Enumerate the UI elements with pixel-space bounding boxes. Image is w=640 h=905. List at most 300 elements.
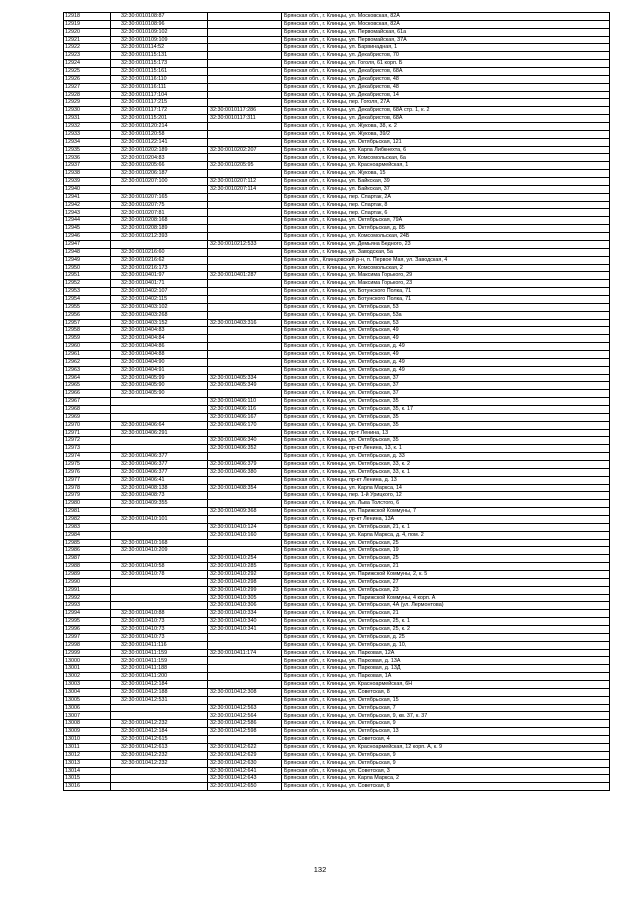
linked-cadastral-number-cell: 32:30:0010406:116 (208, 405, 282, 413)
cadastral-number-cell: 32:30:0010205:66 (111, 162, 208, 170)
cadastral-number-cell (111, 578, 208, 586)
table-row (64, 130, 610, 138)
table-row (64, 602, 610, 610)
row-number-cell: 13010 (64, 736, 111, 744)
cadastral-number-cell (111, 437, 208, 445)
linked-cadastral-number-cell: 32:30:0010117:286 (208, 107, 282, 115)
row-number-cell: 12962 (64, 358, 111, 366)
table-row (64, 343, 610, 351)
address-cell: Брянская обл., г. Клинцы, ул. Комсомольская, 2 (282, 264, 610, 272)
address-cell: Брянская обл., г. Клинцы, ул. Ботунского Полка, 71 (282, 288, 610, 296)
table-row (64, 303, 610, 311)
address-cell: Брянская обл., г. Клинцы, ул. Октябрьская, 21 (282, 610, 610, 618)
row-number-cell: 12968 (64, 405, 111, 413)
linked-cadastral-number-cell: 32:30:0010405:334 (208, 374, 282, 382)
linked-cadastral-number-cell (208, 366, 282, 374)
linked-cadastral-number-cell: 32:30:0010406:380 (208, 468, 282, 476)
table-row (64, 500, 610, 508)
table-row (64, 256, 610, 264)
table-row (64, 350, 610, 358)
table-row (64, 578, 610, 586)
table-row (64, 571, 610, 579)
address-cell: Брянская обл., г. Клинцы, ул. Октябрьская, 37 (282, 390, 610, 398)
row-number-cell: 12982 (64, 516, 111, 524)
cadastral-number-cell: 32:30:0010206:187 (111, 170, 208, 178)
row-number-cell: 12970 (64, 421, 111, 429)
linked-cadastral-number-cell: 32:30:0010406:340 (208, 437, 282, 445)
cadastral-number-cell: 32:30:0010412:184 (111, 681, 208, 689)
address-cell: Брянская обл., г. Клинцы, ул. Демьяна Бедного, 23 (282, 240, 610, 248)
row-number-cell: 12967 (64, 398, 111, 406)
row-number-cell: 13015 (64, 775, 111, 783)
address-cell: Брянская обл., г. Клинцы, ул. Октябрьская, 49 (282, 327, 610, 335)
linked-cadastral-number-cell (208, 60, 282, 68)
row-number-cell: 12987 (64, 555, 111, 563)
cadastral-number-cell: 32:30:0010402:107 (111, 288, 208, 296)
cadastral-number-cell: 32:30:0010410:73 (111, 626, 208, 634)
table-row (64, 626, 610, 634)
address-cell: Брянская обл., г. Клинцы, ул. Октябрьская, 35 (282, 421, 610, 429)
table-row (64, 28, 610, 36)
cadastral-number-cell (111, 712, 208, 720)
address-cell: Брянская обл., г. Клинцы, ул. Парковая, 1А (282, 673, 610, 681)
row-number-cell: 12929 (64, 99, 111, 107)
linked-cadastral-number-cell: 32:30:0010410:341 (208, 626, 282, 634)
linked-cadastral-number-cell (208, 36, 282, 44)
table-row (64, 327, 610, 335)
address-cell: Брянская обл., г. Клинцы, ул. Октябрьская, 35 (282, 398, 610, 406)
cadastral-number-cell: 32:30:0010216:173 (111, 264, 208, 272)
linked-cadastral-number-cell (208, 154, 282, 162)
linked-cadastral-number-cell (208, 681, 282, 689)
address-cell: Брянская обл., г. Клинцы, ул. Красноармейская, 1 (282, 162, 610, 170)
address-cell: Брянская обл., г. Клинцы, ул. Октябрьская, 25 (282, 539, 610, 547)
table-row (64, 484, 610, 492)
address-cell: Брянская обл., г. Клинцы, ул. Барвинадная, 1 (282, 44, 610, 52)
row-number-cell: 12955 (64, 303, 111, 311)
table-row (64, 193, 610, 201)
address-cell: Брянская обл., г. Клинцы, ул. Октябрьская, 53 (282, 319, 610, 327)
cadastral-number-cell: 32:30:0010405:99 (111, 374, 208, 382)
address-cell: Брянская обл., г. Клинцы, ул. Октябрьская, 15 (282, 696, 610, 704)
linked-cadastral-number-cell (208, 641, 282, 649)
row-number-cell: 12983 (64, 523, 111, 531)
row-number-cell: 12927 (64, 83, 111, 91)
address-cell: Брянская обл., г. Клинцы, ул. Октябрьская, 121 (282, 138, 610, 146)
table-row (64, 185, 610, 193)
table-row (64, 36, 610, 44)
address-cell: Брянская обл., г. Клинцы, пр-т Ленина, 13 (282, 429, 610, 437)
cadastral-number-cell: 32:30:0010410:209 (111, 547, 208, 555)
table-row (64, 272, 610, 280)
cadastral-number-cell: 32:30:0010207:81 (111, 209, 208, 217)
row-number-cell: 12965 (64, 382, 111, 390)
row-number-cell: 13000 (64, 657, 111, 665)
cadastral-number-cell: 32:30:0010411:200 (111, 673, 208, 681)
row-number-cell: 12934 (64, 138, 111, 146)
row-number-cell: 13007 (64, 712, 111, 720)
table-row (64, 60, 610, 68)
address-cell: Брянская обл., г. Клинцы, ул. Байкская, 39 (282, 178, 610, 186)
address-cell: Брянская обл., г. Клинцы, ул. Жукова, 39/2 (282, 130, 610, 138)
linked-cadastral-number-cell (208, 633, 282, 641)
linked-cadastral-number-cell: 32:30:0010207:114 (208, 185, 282, 193)
row-number-cell: 12956 (64, 311, 111, 319)
cadastral-number-cell: 32:30:0010207:100 (111, 178, 208, 186)
table-row (64, 91, 610, 99)
table-row (64, 52, 610, 60)
table-row (64, 429, 610, 437)
cadastral-number-cell: 32:30:0010115:173 (111, 60, 208, 68)
cadastral-number-cell: 32:30:0010108:87 (111, 13, 208, 21)
linked-cadastral-number-cell: 32:30:0010412:598 (208, 728, 282, 736)
table-row (64, 751, 610, 759)
row-number-cell: 12951 (64, 272, 111, 280)
address-cell: Брянская обл., г. Клинцы, ул. Октябрьская, 33, к. 2 (282, 460, 610, 468)
cadastral-number-cell: 32:30:0010207:75 (111, 201, 208, 209)
linked-cadastral-number-cell (208, 13, 282, 21)
linked-cadastral-number-cell (208, 476, 282, 484)
address-cell: Брянская обл., г. Клинцы, ул. Жукова, 15 (282, 170, 610, 178)
cadastral-number-cell: 32:30:0010412:232 (111, 720, 208, 728)
linked-cadastral-number-cell (208, 28, 282, 36)
row-number-cell: 12939 (64, 178, 111, 186)
row-number-cell: 12945 (64, 225, 111, 233)
address-cell: Брянская обл., г. Клинцы, ул. Максима Горького, 29 (282, 272, 610, 280)
address-cell: Брянская обл., г. Клинцы, ул. Советская, 8 (282, 688, 610, 696)
linked-cadastral-number-cell: 32:30:0010411:174 (208, 649, 282, 657)
linked-cadastral-number-cell (208, 288, 282, 296)
linked-cadastral-number-cell (208, 68, 282, 76)
address-cell: Брянская обл., г. Клинцы, ул. Максима Горького, 23 (282, 280, 610, 288)
address-cell: Брянская обл., г. Клинцы, ул. Октябрьская, 27 (282, 578, 610, 586)
table-row (64, 170, 610, 178)
table-row (64, 649, 610, 657)
linked-cadastral-number-cell: 32:30:0010410:340 (208, 618, 282, 626)
row-number-cell: 13009 (64, 728, 111, 736)
address-cell: Брянская обл., г. Клинцы, ул. Парковая, д. 13Д (282, 665, 610, 673)
cadastral-number-cell: 32:30:0010216:60 (111, 248, 208, 256)
cadastral-number-cell (111, 398, 208, 406)
cadastral-number-cell: 32:30:0010402:115 (111, 295, 208, 303)
address-cell: Брянская обл., г. Клинцы, ул. Октябрьская, д. 10, (282, 641, 610, 649)
linked-cadastral-number-cell: 32:30:0010412:643 (208, 775, 282, 783)
linked-cadastral-number-cell: 32:30:0010406:379 (208, 460, 282, 468)
table-row (64, 445, 610, 453)
table-row (64, 99, 610, 107)
row-number-cell: 12995 (64, 618, 111, 626)
cadastral-number-cell: 32:30:0010412:184 (111, 728, 208, 736)
linked-cadastral-number-cell (208, 673, 282, 681)
table-row (64, 288, 610, 296)
linked-cadastral-number-cell: 32:30:0010205:95 (208, 162, 282, 170)
linked-cadastral-number-cell (208, 390, 282, 398)
linked-cadastral-number-cell: 32:30:0010207:112 (208, 178, 282, 186)
cadastral-number-cell (111, 523, 208, 531)
cadastral-number-cell: 32:30:0010108:96 (111, 20, 208, 28)
table-row (64, 476, 610, 484)
row-number-cell: 12974 (64, 453, 111, 461)
row-number-cell: 12950 (64, 264, 111, 272)
cadastral-number-cell: 32:30:0010115:131 (111, 52, 208, 60)
address-cell: Брянская обл., г. Клинцы, ул. Октябрьская, 25, к. 1 (282, 618, 610, 626)
cadastral-number-cell: 32:30:0010120:214 (111, 123, 208, 131)
row-number-cell: 12931 (64, 115, 111, 123)
row-number-cell: 12988 (64, 563, 111, 571)
row-number-cell: 13006 (64, 704, 111, 712)
cadastral-number-cell: 32:30:0010117:104 (111, 91, 208, 99)
address-cell: Брянская обл., г. Клинцы, ул. Декабристов, 68А (282, 68, 610, 76)
table-row (64, 280, 610, 288)
linked-cadastral-number-cell (208, 44, 282, 52)
cadastral-number-cell: 32:30:0010404:90 (111, 358, 208, 366)
table-row (64, 759, 610, 767)
address-cell: Брянская обл., г. Клинцы, ул. Декабристов, 14 (282, 91, 610, 99)
linked-cadastral-number-cell: 32:30:0010403:316 (208, 319, 282, 327)
address-cell: Брянская обл., г. Клинцы, ул. Октябрьская, 35 (282, 413, 610, 421)
linked-cadastral-number-cell: 32:30:0010410:305 (208, 594, 282, 602)
row-number-cell: 12964 (64, 374, 111, 382)
address-cell: Брянская обл., г. Клинцы, пер. 1-й Урицкого, 12 (282, 492, 610, 500)
cadastral-number-cell: 32:30:0010410:73 (111, 633, 208, 641)
address-cell: Брянская обл., г. Клинцы, ул. Карла Маркса, 2 (282, 775, 610, 783)
table-row (64, 382, 610, 390)
table-row (64, 217, 610, 225)
table-row (64, 421, 610, 429)
linked-cadastral-number-cell (208, 248, 282, 256)
table-row (64, 633, 610, 641)
row-number-cell: 13001 (64, 665, 111, 673)
cadastral-number-cell (111, 594, 208, 602)
address-cell: Брянская обл., г. Клинцы, ул. Байкская, 37 (282, 185, 610, 193)
linked-cadastral-number-cell (208, 547, 282, 555)
linked-cadastral-number-cell (208, 280, 282, 288)
linked-cadastral-number-cell: 32:30:0010212:533 (208, 240, 282, 248)
row-number-cell: 12954 (64, 295, 111, 303)
table-row (64, 743, 610, 751)
address-cell: Брянская обл., г. Клинцы, ул. Октябрьская, 37 (282, 374, 610, 382)
address-cell: Брянская обл., г. Клинцы, пр-кт Ленина, 13А (282, 516, 610, 524)
linked-cadastral-number-cell (208, 327, 282, 335)
cadastral-number-cell (111, 704, 208, 712)
row-number-cell: 12930 (64, 107, 111, 115)
registry-sheet (63, 12, 610, 791)
cadastral-number-cell: 32:30:0010208:168 (111, 217, 208, 225)
address-cell: Брянская обл., г. Клинцы, ул. Комсомольская, 24Б (282, 233, 610, 241)
address-cell: Брянская обл., г. Клинцы, ул. Октябрьская, 25, к. 2 (282, 626, 610, 634)
cadastral-number-cell (111, 240, 208, 248)
row-number-cell: 12926 (64, 75, 111, 83)
row-number-cell: 12986 (64, 547, 111, 555)
address-cell: Брянская обл., г. Клинцы, ул. Октябрьская, 53 (282, 303, 610, 311)
table-row (64, 115, 610, 123)
cadastral-number-cell: 32:30:0010412:531 (111, 696, 208, 704)
address-cell: Брянская обл., г. Клинцы, ул. Октябрьская, 7 (282, 704, 610, 712)
linked-cadastral-number-cell (208, 358, 282, 366)
address-cell: Брянская обл., г. Клинцы, ул. Советская, 3 (282, 767, 610, 775)
linked-cadastral-number-cell: 32:30:0010412:563 (208, 704, 282, 712)
row-number-cell: 13012 (64, 751, 111, 759)
address-cell: Брянская обл., г. Клинцы, ул. Декабристов, 68А (282, 115, 610, 123)
row-number-cell: 12997 (64, 633, 111, 641)
linked-cadastral-number-cell: 32:30:0010401:287 (208, 272, 282, 280)
table-row (64, 405, 610, 413)
registry-rows (64, 13, 610, 791)
address-cell: Брянская обл., г. Клинцы, ул. Парковая, д. 13А (282, 657, 610, 665)
table-row (64, 555, 610, 563)
table-row (64, 75, 610, 83)
address-cell: Брянская обл., г. Клинцы, ул. Октябрьская, 9 (282, 720, 610, 728)
cadastral-number-cell: 32:30:0010406:291 (111, 429, 208, 437)
cadastral-number-cell: 32:30:0010117:172 (111, 107, 208, 115)
row-number-cell: 12979 (64, 492, 111, 500)
row-number-cell: 12928 (64, 91, 111, 99)
address-cell: Брянская обл., г. Клинцы, ул. Московская, 82А (282, 13, 610, 21)
table-row (64, 13, 610, 21)
row-number-cell: 12984 (64, 531, 111, 539)
linked-cadastral-number-cell: 32:30:0010406:170 (208, 421, 282, 429)
address-cell: Брянская обл., г. Клинцы, ул. Октябрьская, 21, к. 1 (282, 523, 610, 531)
row-number-cell: 12991 (64, 586, 111, 594)
row-number-cell: 12957 (64, 319, 111, 327)
table-row (64, 398, 610, 406)
linked-cadastral-number-cell: 32:30:0010117:311 (208, 115, 282, 123)
cadastral-number-cell: 32:30:0010411:159 (111, 657, 208, 665)
row-number-cell: 13013 (64, 759, 111, 767)
cadastral-number-cell: 32:30:0010406:377 (111, 453, 208, 461)
cadastral-number-cell (111, 783, 208, 791)
cadastral-number-cell (111, 531, 208, 539)
table-row (64, 413, 610, 421)
row-number-cell: 12923 (64, 52, 111, 60)
row-number-cell: 12920 (64, 28, 111, 36)
linked-cadastral-number-cell: 32:30:0010412:650 (208, 783, 282, 791)
address-cell: Брянская обл., г. Клинцы, ул. Комсомольская, 6а (282, 154, 610, 162)
address-cell: Брянская обл., Клинцовский р-н, п. Первое Мая, ул. Заводская, 4 (282, 256, 610, 264)
address-cell: Брянская обл., г. Клинцы, ул. Карла Маркса, 14 (282, 484, 610, 492)
row-number-cell: 12973 (64, 445, 111, 453)
row-number-cell: 12978 (64, 484, 111, 492)
cadastral-number-cell: 32:30:0010114:52 (111, 44, 208, 52)
linked-cadastral-number-cell: 32:30:0010410:334 (208, 610, 282, 618)
row-number-cell: 13011 (64, 743, 111, 751)
cadastral-number-cell: 32:30:0010410:88 (111, 610, 208, 618)
linked-cadastral-number-cell (208, 52, 282, 60)
table-row (64, 437, 610, 445)
table-row (64, 783, 610, 791)
cadastral-number-cell: 32:30:0010412:613 (111, 743, 208, 751)
row-number-cell: 13002 (64, 673, 111, 681)
linked-cadastral-number-cell (208, 665, 282, 673)
linked-cadastral-number-cell (208, 453, 282, 461)
address-cell: Брянская обл., г. Клинцы, ул. Парижской Коммуны, 7 (282, 508, 610, 516)
row-number-cell: 12961 (64, 350, 111, 358)
cadastral-number-cell: 32:30:0010115:161 (111, 68, 208, 76)
address-cell: Брянская обл., г. Клинцы, ул. Московская, 82А (282, 20, 610, 28)
row-number-cell: 12972 (64, 437, 111, 445)
address-cell: Брянская обл., г. Клинцы, ул. Октябрьская, д. 85 (282, 225, 610, 233)
cadastral-number-cell: 32:30:0010120:58 (111, 130, 208, 138)
cadastral-number-cell: 32:30:0010405:90 (111, 390, 208, 398)
linked-cadastral-number-cell (208, 264, 282, 272)
cadastral-number-cell (111, 555, 208, 563)
linked-cadastral-number-cell: 32:30:0010409:368 (208, 508, 282, 516)
cadastral-number-cell: 32:30:0010408:73 (111, 492, 208, 500)
address-cell: Брянская обл., г. Клинцы, ул. Декабристов, 48 (282, 83, 610, 91)
row-number-cell: 12943 (64, 209, 111, 217)
address-cell: Брянская обл., г. Клинцы, ул. Советская, 4 (282, 736, 610, 744)
linked-cadastral-number-cell (208, 138, 282, 146)
cadastral-number-cell: 32:30:0010410:58 (111, 563, 208, 571)
linked-cadastral-number-cell: 32:30:0010406:167 (208, 413, 282, 421)
row-number-cell: 12936 (64, 154, 111, 162)
table-row (64, 201, 610, 209)
cadastral-number-cell: 32:30:0010411:159 (111, 649, 208, 657)
address-cell: Брянская обл., г. Клинцы, ул. Жукова, 38, к. 2 (282, 123, 610, 131)
row-number-cell: 13004 (64, 688, 111, 696)
cadastral-number-cell: 32:30:0010117:215 (111, 99, 208, 107)
linked-cadastral-number-cell: 32:30:0010410:292 (208, 571, 282, 579)
linked-cadastral-number-cell (208, 233, 282, 241)
table-row (64, 704, 610, 712)
table-row (64, 68, 610, 76)
linked-cadastral-number-cell: 32:30:0010412:629 (208, 751, 282, 759)
linked-cadastral-number-cell: 32:30:0010412:641 (208, 767, 282, 775)
row-number-cell: 12985 (64, 539, 111, 547)
linked-cadastral-number-cell (208, 209, 282, 217)
row-number-cell: 12989 (64, 571, 111, 579)
row-number-cell: 12925 (64, 68, 111, 76)
table-row (64, 390, 610, 398)
linked-cadastral-number-cell (208, 217, 282, 225)
linked-cadastral-number-cell: 32:30:0010410:298 (208, 578, 282, 586)
address-cell: Брянская обл., г. Клинцы, ул. Гоголя, 61 корп. Б (282, 60, 610, 68)
row-number-cell: 12990 (64, 578, 111, 586)
table-row (64, 209, 610, 217)
address-cell: Брянская обл., г. Клинцы, ул. Первомайская, 61а (282, 28, 610, 36)
linked-cadastral-number-cell: 32:30:0010410:254 (208, 555, 282, 563)
row-number-cell: 12958 (64, 327, 111, 335)
table-row (64, 681, 610, 689)
row-number-cell: 12937 (64, 162, 111, 170)
cadastral-number-cell: 32:30:0010410:168 (111, 539, 208, 547)
table-row (64, 736, 610, 744)
row-number-cell: 12924 (64, 60, 111, 68)
row-number-cell: 12977 (64, 476, 111, 484)
address-cell: Брянская обл., г. Клинцы, ул. Октябрьская, 9, кв. 37, к. 37 (282, 712, 610, 720)
row-number-cell: 12948 (64, 248, 111, 256)
cadastral-number-cell: 32:30:0010202:189 (111, 146, 208, 154)
linked-cadastral-number-cell (208, 123, 282, 131)
row-number-cell: 12946 (64, 233, 111, 241)
table-row (64, 508, 610, 516)
address-cell: Брянская обл., г. Клинцы, ул. Октябрьская, 19 (282, 547, 610, 555)
cadastral-number-cell: 32:30:0010216:62 (111, 256, 208, 264)
linked-cadastral-number-cell: 32:30:0010410:306 (208, 602, 282, 610)
address-cell: Брянская обл., г. Клинцы, ул. Парижской Коммуны, 2, к. 5 (282, 571, 610, 579)
address-cell: Брянская обл., г. Клинцы, ул. Заводская, 5а (282, 248, 610, 256)
address-cell: Брянская обл., г. Клинцы, ул. Октябрьская, 33, к. 1 (282, 468, 610, 476)
linked-cadastral-number-cell (208, 170, 282, 178)
row-number-cell: 13014 (64, 767, 111, 775)
linked-cadastral-number-cell (208, 91, 282, 99)
address-cell: Брянская обл., г. Клинцы, ул. Парижской Коммуны, 4 корп. А (282, 594, 610, 602)
cadastral-number-cell: 32:30:0010115:201 (111, 115, 208, 123)
row-number-cell: 12942 (64, 201, 111, 209)
table-row (64, 225, 610, 233)
row-number-cell: 12935 (64, 146, 111, 154)
address-cell: Брянская обл., г. Клинцы, ул. Октябрьская, д. 49 (282, 343, 610, 351)
